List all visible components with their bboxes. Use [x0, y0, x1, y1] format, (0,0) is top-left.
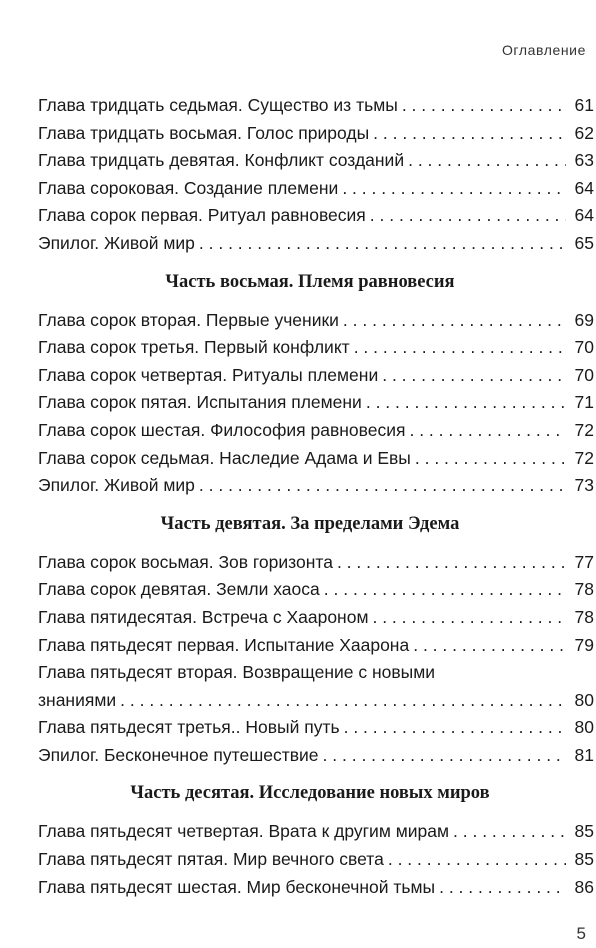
toc-entry[interactable] — [38, 120, 594, 148]
toc-entry-page: 77 — [574, 551, 594, 572]
dot-leader — [354, 334, 566, 362]
toc-entry[interactable] — [38, 230, 594, 258]
table-of-contents — [38, 92, 594, 901]
toc-entry[interactable] — [38, 389, 594, 417]
dot-leader — [415, 445, 566, 473]
toc-entry-title: Глава пятидесятая. Встреча с Хаароном — [38, 606, 369, 627]
dot-leader — [402, 92, 566, 120]
toc-entry-title: Глава сорок девятая. Земли хаоса — [38, 579, 320, 600]
dot-leader — [344, 714, 566, 742]
toc-entry-page: 80 — [574, 717, 594, 738]
toc-entry-title-cont: знаниями — [38, 689, 117, 710]
toc-entry-page: 85 — [574, 849, 594, 870]
toc-entry-title: Глава пятьдесят третья.. Новый путь — [38, 717, 340, 738]
toc-entry-page: 80 — [574, 689, 594, 710]
toc-entry-title-line1[interactable]: Глава пятьдесят вторая. Возвращение с новыми — [38, 662, 436, 683]
dot-leader — [337, 549, 566, 577]
toc-entry[interactable] — [38, 874, 594, 902]
dot-leader — [439, 874, 566, 902]
toc-entry[interactable] — [38, 632, 594, 660]
toc-entry[interactable] — [38, 818, 594, 846]
toc-entry-page: 78 — [574, 579, 594, 600]
dot-leader — [409, 417, 566, 445]
running-head: Оглавление — [501, 42, 586, 58]
dot-leader — [342, 175, 566, 203]
toc-entry[interactable] — [38, 445, 594, 473]
toc-entry-page: 63 — [574, 150, 594, 171]
toc-entry-page: 70 — [574, 364, 594, 385]
toc-entry-page: 85 — [574, 821, 594, 842]
dot-leader — [199, 472, 566, 500]
toc-entry-title: Глава сорок седьмая. Наследие Адама и Евы — [38, 447, 411, 468]
toc-entry-page: 73 — [574, 475, 594, 496]
dot-leader — [199, 230, 566, 258]
toc-entry-page: 72 — [574, 419, 594, 440]
toc-entry-title: Глава сороковая. Создание племени — [38, 177, 339, 198]
toc-entry[interactable] — [38, 362, 594, 390]
dot-leader — [388, 846, 566, 874]
dot-leader — [453, 818, 566, 846]
toc-entry[interactable] — [38, 742, 594, 770]
toc-entry[interactable] — [38, 714, 594, 742]
toc-entry-title: Глава пятьдесят четвертая. Врата к другим мирам — [38, 821, 450, 842]
toc-entry-page: 62 — [574, 122, 594, 143]
toc-entry[interactable] — [38, 202, 594, 230]
toc-entry[interactable] — [38, 576, 594, 604]
toc-entry-title: Глава сорок третья. Первый конфликт — [38, 337, 350, 358]
toc-entry-title: Глава тридцать восьмая. Голос природы — [38, 122, 370, 143]
toc-entry[interactable] — [38, 417, 594, 445]
dot-leader — [382, 362, 566, 390]
toc-entry[interactable] — [38, 846, 594, 874]
toc-entry-page: 64 — [574, 205, 594, 226]
toc-entry[interactable] — [38, 604, 594, 632]
toc-entry[interactable] — [38, 92, 594, 120]
dot-leader — [370, 202, 566, 230]
toc-entry-title: Глава сорок восьмая. Зов горизонта — [38, 551, 333, 572]
toc-entry-title: Глава тридцать седьмая. Существо из тьмы — [38, 95, 398, 115]
toc-entry-title: Глава тридцать девятая. Конфликт созданий — [38, 150, 405, 171]
toc-entry-title: Глава пятьдесят шестая. Мир бесконечной тьмы — [38, 876, 436, 897]
dot-leader — [120, 687, 566, 715]
dot-leader — [324, 576, 566, 604]
toc-entry-title: Эпилог. Живой мир — [38, 475, 195, 496]
toc-entry-title: Глава сорок шестая. Философия равновесия — [38, 419, 406, 440]
toc-entry-page: 72 — [574, 447, 594, 468]
page-number: 5 — [576, 924, 586, 943]
toc-entry-title: Эпилог. Бесконечное путешествие — [38, 744, 319, 765]
toc-entry-title: Глава сорок пятая. Испытания племени — [38, 392, 362, 413]
dot-leader — [372, 604, 566, 632]
toc-entry[interactable] — [38, 472, 594, 500]
toc-entry-page: 81 — [574, 744, 594, 765]
toc-entry-title: Глава пятьдесят первая. Испытание Хаарона — [38, 634, 410, 655]
toc-entry[interactable] — [38, 549, 594, 577]
dot-leader — [343, 307, 566, 335]
toc-entry-page: 64 — [574, 177, 594, 198]
toc-entry-page: 70 — [574, 337, 594, 358]
toc-entry[interactable] — [38, 175, 594, 203]
dot-leader — [323, 742, 566, 770]
toc-entry[interactable] — [38, 147, 594, 175]
toc-entry[interactable] — [38, 687, 594, 715]
toc-entry-page: 69 — [574, 309, 594, 330]
toc-entry-page: 61 — [574, 95, 594, 115]
dot-leader — [408, 147, 566, 175]
toc-entry-title: Глава пятьдесят пятая. Мир вечного света — [38, 849, 384, 870]
toc-entry-title: Глава сорок первая. Ритуал равновесия — [38, 205, 366, 226]
dot-leader — [373, 120, 566, 148]
toc-entry[interactable] — [38, 307, 594, 335]
toc-entry-page: 65 — [574, 232, 594, 253]
toc-entry-page: 71 — [574, 392, 594, 413]
toc-entry-page: 79 — [574, 634, 594, 655]
toc-entry[interactable] — [38, 334, 594, 362]
toc-entry-page: 78 — [574, 606, 594, 627]
part-heading[interactable]: Часть десятая. Исследование новых миров — [130, 783, 490, 804]
toc-entry-title: Глава сорок вторая. Первые ученики — [38, 309, 339, 330]
toc-entry-page: 86 — [574, 876, 594, 897]
part-heading[interactable]: Часть девятая. За пределами Эдема — [160, 513, 460, 534]
dot-leader — [366, 389, 566, 417]
toc-entry-title: Глава сорок четвертая. Ритуалы племени — [38, 364, 379, 385]
dot-leader — [413, 632, 566, 660]
toc-entry-title: Эпилог. Живой мир — [38, 232, 195, 253]
part-heading[interactable]: Часть восьмая. Племя равновесия — [165, 271, 455, 292]
